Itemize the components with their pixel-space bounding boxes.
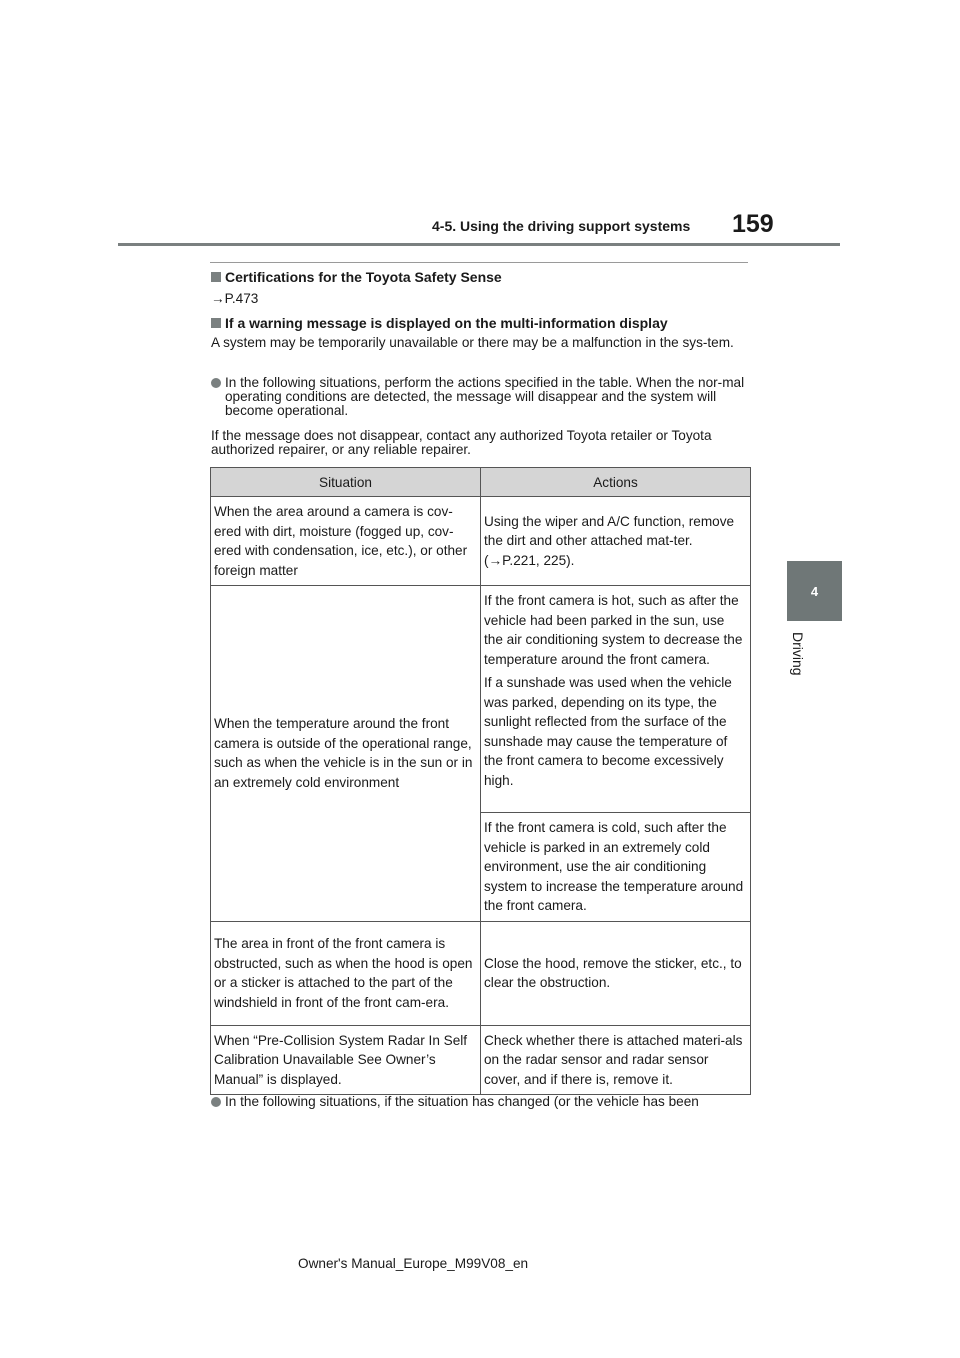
- chapter-label: Driving: [790, 632, 806, 676]
- footer-manual-id: Owner's Manual_Europe_M99V08_en: [298, 1256, 529, 1271]
- situation-cell: The area in front of the front camera is obstructed, such as when the hood is open or a sticker is attached to the part of the windshield in front of the front cam-era.: [211, 921, 481, 1025]
- column-header-actions: Actions: [481, 468, 751, 497]
- bullet-item: [211, 1095, 751, 1109]
- round-bullet-icon: [211, 1097, 221, 1107]
- chapter-tab: [787, 561, 842, 621]
- section-title: 4-5. Using the driving support systems: [432, 218, 691, 234]
- action-paragraph: If a sunshade was used when the vehicle was parked, depending on its type, the sunlight reflected from the surface of the sunshade may cause the temperature of the front camera to become excessively high.: [484, 675, 732, 788]
- situation-cell: When the temperature around the front camera is outside of the operational range, such as when the vehicle is in the sun or in an extremely cold environment: [211, 586, 481, 922]
- content-divider: [210, 262, 748, 263]
- reference-certifications: →P.473: [211, 291, 259, 306]
- paragraph-warning: A system may be temporarily unavailable or there may be a malfunction in the sys-tem.: [211, 335, 734, 350]
- table-row: [211, 497, 751, 586]
- table-row: [211, 586, 751, 813]
- table-row: [211, 1025, 751, 1095]
- paragraph-contact: If the message does not disappear, contact any authorized Toyota retailer or Toyota authorized repairer, or any reliable repairer.: [211, 428, 712, 457]
- table-header-row: [211, 468, 751, 497]
- action-cell: If the front camera is cold, such after the vehicle is parked in an extremely cold environment, use the air conditioning system to increase the temperature around the front camera.: [481, 813, 751, 922]
- situation-actions-table: [210, 467, 751, 1095]
- situation-cell: When “Pre-Collision System Radar In Self Calibration Unavailable See Owner’s Manual” is displayed.: [211, 1025, 481, 1095]
- heading-warning-text: If a warning message is displayed on the multi-information display: [225, 315, 668, 331]
- table-row: [211, 921, 751, 1025]
- column-header-situation: Situation: [211, 468, 481, 497]
- action-cell: [481, 586, 751, 813]
- round-bullet-icon: [211, 378, 221, 388]
- page-number: 159: [732, 210, 774, 238]
- heading-warning: [211, 315, 668, 331]
- bullet-item: [211, 376, 751, 418]
- square-bullet-icon: [211, 272, 221, 282]
- action-cell: Check whether there is attached materi-als on the radar sensor and radar sensor cover, and if there is, remove it.: [481, 1025, 751, 1095]
- action-cell: Close the hood, remove the sticker, etc., to clear the obstruction.: [481, 921, 751, 1025]
- header-divider: [118, 243, 840, 246]
- chapter-number: 4: [810, 583, 819, 599]
- heading-certifications: [211, 269, 502, 285]
- bullet-text: In the following situations, perform the actions specified in the table. When the nor-mal operating conditions are detected, the message will disappear and the system will become operational.: [225, 375, 745, 418]
- situation-cell: When the area around a camera is cov-ered with dirt, moisture (fogged up, cov-ered with condensation, ice, etc.), or other foreign matter: [211, 497, 481, 586]
- bullet-text: In the following situations, if the situation has changed (or the vehicle has been: [225, 1094, 699, 1109]
- action-paragraph: If the front camera is hot, such as after the vehicle had been parked in the sun, use the air conditioning system to decrease the temperature around the front camera.: [484, 593, 743, 667]
- action-cell: Using the wiper and A/C function, remove the dirt and other attached mat-ter. (→P.221, 225).: [481, 497, 751, 586]
- heading-certifications-text: Certifications for the Toyota Safety Sense: [225, 269, 502, 285]
- square-bullet-icon: [211, 318, 221, 328]
